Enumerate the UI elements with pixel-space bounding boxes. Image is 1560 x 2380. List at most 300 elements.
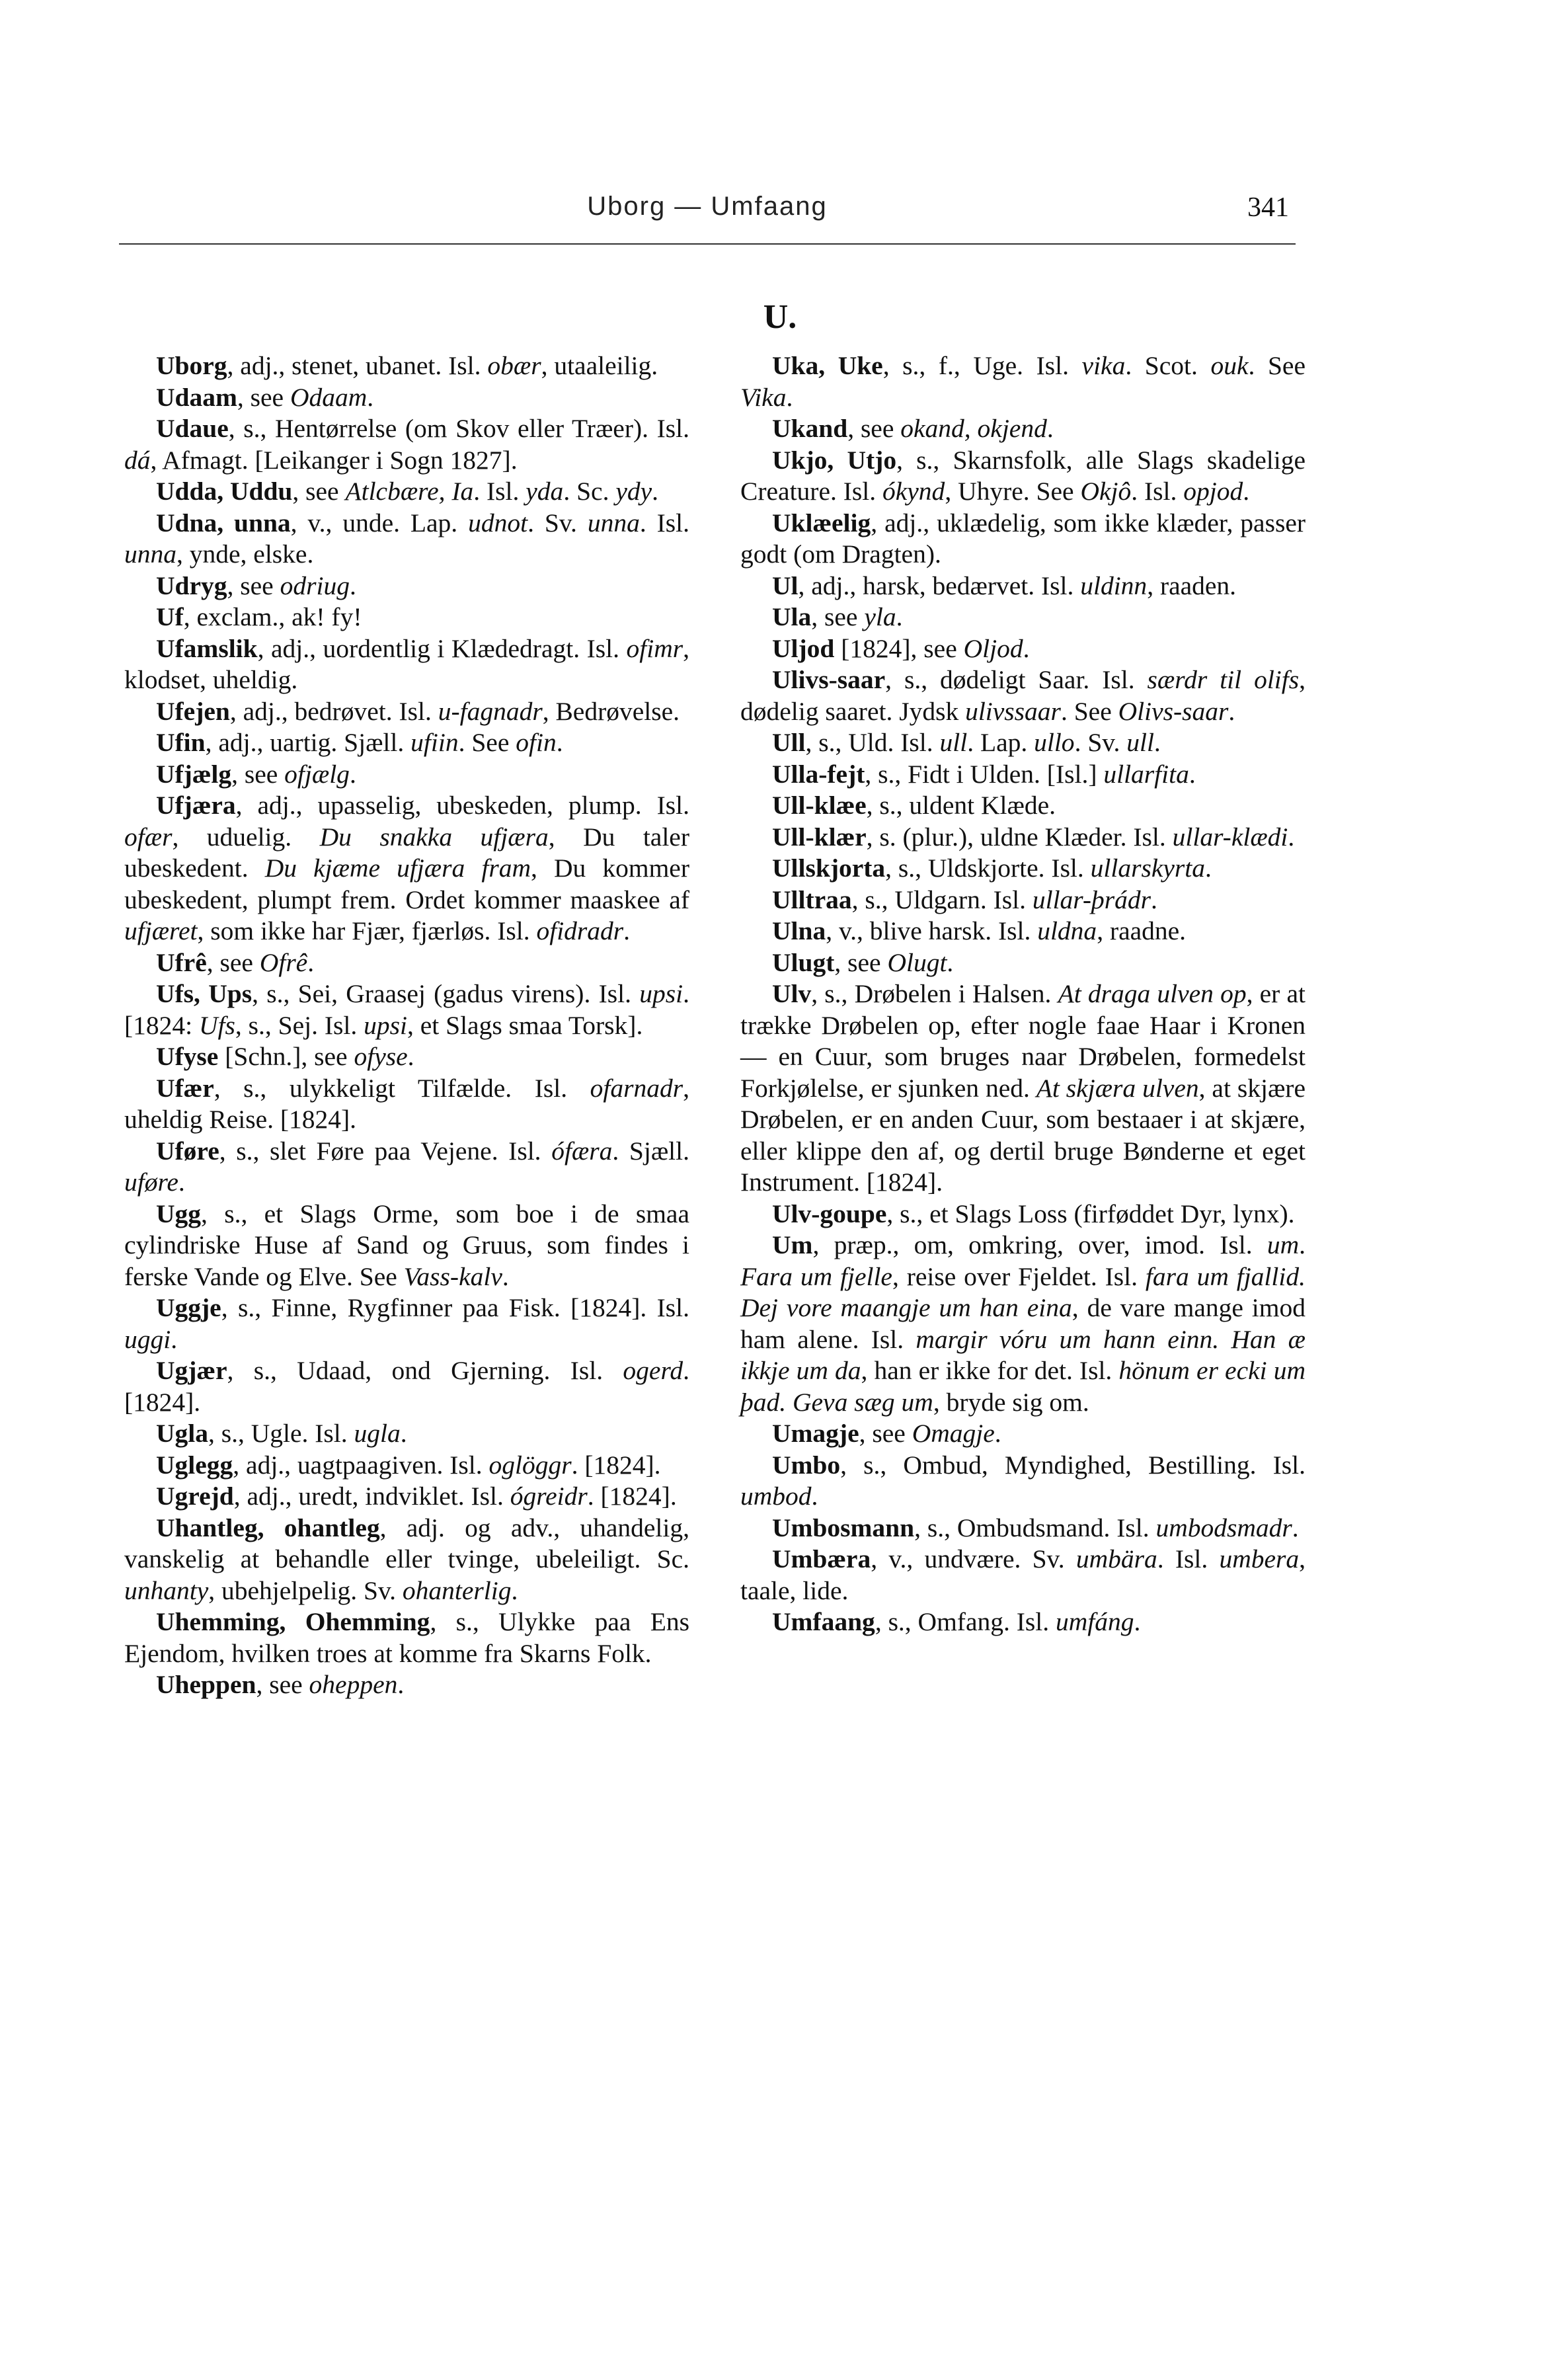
headword: Uklæelig bbox=[772, 508, 871, 537]
definition-text: , see bbox=[206, 947, 260, 977]
headword: Ull-klæe bbox=[772, 791, 867, 820]
dictionary-entry bbox=[124, 1041, 689, 1073]
definition-text: , som ikke har Fjær, fjærløs. Isl. bbox=[197, 916, 537, 945]
headword: Ufyse bbox=[156, 1042, 219, 1071]
headword: Udaue bbox=[156, 414, 229, 443]
definition-text: , uduelig. bbox=[172, 822, 320, 852]
headword: Ulla-fejt bbox=[772, 759, 865, 789]
italic-form: yda bbox=[526, 477, 564, 506]
headword: Ulna bbox=[772, 916, 826, 945]
italic-form: umbod bbox=[740, 1482, 812, 1511]
definition-text: , s., Ombudsmand. Isl. bbox=[914, 1513, 1156, 1542]
dictionary-entry bbox=[124, 790, 689, 947]
definition-text: , raadne. bbox=[1097, 916, 1187, 945]
italic-form: opjod bbox=[1183, 477, 1243, 506]
headword: Ukjo, Utjo bbox=[772, 445, 897, 475]
headword: Uka, Uke bbox=[772, 351, 883, 380]
definition-text: . bbox=[994, 1419, 1001, 1448]
dictionary-entry bbox=[740, 822, 1306, 853]
headword: Uggje bbox=[156, 1293, 221, 1322]
dictionary-entry bbox=[740, 916, 1306, 947]
definition-text: , adj., uordentlig i Klædedragt. Isl. bbox=[257, 633, 627, 663]
definition-text: , adj., upasselig, ubeskeden, plump. Isl. bbox=[235, 791, 689, 820]
italic-form: vika bbox=[1081, 351, 1126, 380]
definition-text: [1824], see bbox=[834, 633, 964, 663]
dictionary-entry bbox=[124, 1136, 689, 1199]
definition-text: , see bbox=[292, 477, 346, 506]
definition-text: . bbox=[178, 1168, 185, 1197]
dictionary-entry bbox=[740, 633, 1306, 665]
italic-form: ullarfita bbox=[1103, 759, 1189, 789]
definition-text: , s., Finne, Rygfinner paa Fisk. [1824]. Isl. bbox=[221, 1293, 689, 1322]
dictionary-entry bbox=[124, 350, 689, 382]
italic-form: fara um fjallid. Dej vore maangje um han eina bbox=[740, 1261, 1306, 1322]
italic-form: yla bbox=[864, 602, 896, 631]
dictionary-entry bbox=[124, 1355, 689, 1418]
definition-text: , præp., om, omkring, over, imod. Isl. bbox=[812, 1230, 1267, 1259]
dictionary-entry bbox=[124, 978, 689, 1041]
italic-form: Vika bbox=[740, 382, 787, 412]
italic-form: uldna bbox=[1037, 916, 1097, 945]
definition-text: , s., ulykkeligt Tilfælde. Isl. bbox=[214, 1073, 590, 1103]
definition-text: . See bbox=[1060, 696, 1118, 726]
definition-text: , et Slags smaa Torsk]. bbox=[407, 1010, 643, 1040]
definition-text: , adj., bedrøvet. Isl. bbox=[229, 696, 438, 726]
dictionary-entry bbox=[740, 1450, 1306, 1513]
headword: Umagje bbox=[772, 1419, 859, 1448]
italic-form: umbera bbox=[1219, 1544, 1300, 1573]
definition-text: , han er ikke for det. Isl. bbox=[861, 1356, 1119, 1385]
definition-text: , utaaleilig. bbox=[541, 351, 658, 380]
definition-text: . bbox=[1299, 1230, 1306, 1259]
italic-form: ofidradr bbox=[536, 916, 624, 945]
definition-text: . Sv. bbox=[1074, 728, 1127, 757]
dictionary-entry bbox=[740, 947, 1306, 979]
definition-text: , s., dødeligt Saar. Isl. bbox=[885, 665, 1148, 694]
italic-form: ugla bbox=[354, 1419, 401, 1448]
dictionary-entry bbox=[740, 445, 1306, 508]
italic-form: ókynd bbox=[882, 477, 945, 506]
definition-text: , de vare mange imod ham alene. Isl. bbox=[740, 1293, 1306, 1354]
italic-form: Ufs bbox=[199, 1010, 235, 1040]
definition-text: , s., Fidt i Ulden. [Isl.] bbox=[865, 759, 1104, 789]
italic-form: ofær bbox=[124, 822, 173, 852]
italic-form: oglöggr bbox=[488, 1450, 572, 1480]
dictionary-entry bbox=[124, 759, 689, 791]
headword: Ul bbox=[772, 571, 799, 600]
dictionary-entry bbox=[740, 664, 1306, 727]
definition-text: . bbox=[1151, 885, 1157, 914]
headword: Uljod bbox=[772, 633, 835, 663]
definition-text: , see bbox=[847, 414, 901, 443]
definition-text: . [1824]. bbox=[571, 1450, 661, 1480]
definition-text: . Sjæll. bbox=[612, 1136, 689, 1166]
italic-form: unna bbox=[587, 508, 640, 537]
definition-text: , s., Uld. Isl. bbox=[805, 728, 940, 757]
italic-form: Okjô bbox=[1080, 477, 1132, 506]
italic-form: Ofrê bbox=[259, 947, 308, 977]
italic-form: ydy bbox=[615, 477, 652, 506]
definition-text: . bbox=[1046, 414, 1054, 443]
dictionary-entry bbox=[124, 1199, 689, 1293]
definition-text: . [1824: bbox=[124, 979, 689, 1040]
dictionary-entry bbox=[740, 1544, 1306, 1606]
italic-form: umfáng bbox=[1056, 1607, 1134, 1636]
headword: Udaam bbox=[156, 382, 237, 412]
italic-form: umbodsmadr bbox=[1155, 1513, 1292, 1542]
definition-text: , s., Ugle. Isl. bbox=[208, 1419, 354, 1448]
page-number: 341 bbox=[1247, 192, 1289, 223]
headword: Ulltraa bbox=[772, 885, 852, 914]
italic-form: u-fagnadr bbox=[438, 696, 543, 726]
headword: Uføre bbox=[156, 1136, 219, 1166]
definition-text: . bbox=[811, 1482, 818, 1511]
headword: Uglegg bbox=[156, 1450, 233, 1480]
dictionary-entry bbox=[740, 571, 1306, 602]
italic-form: ofjælg bbox=[284, 759, 350, 789]
definition-text: . bbox=[556, 728, 563, 757]
definition-text: , er at trække Drøbelen op, efter nogle faae Haar i Kronen — en Cuur, som bruges naar Drøbelen, formedelst Forkjølelse, er sjunken ned. bbox=[740, 979, 1306, 1103]
headword: Udda, Uddu bbox=[156, 477, 293, 506]
dictionary-entry bbox=[124, 696, 689, 728]
definition-text: , see bbox=[227, 571, 280, 600]
dictionary-entry bbox=[740, 885, 1306, 916]
definition-text: , see bbox=[834, 947, 888, 977]
dictionary-entry bbox=[124, 508, 689, 571]
definition-text: , s., et Slags Orme, som boe i de smaa cylindriske Huse af Sand og Gruus, som findes i ferske Vande og Elve. See bbox=[124, 1199, 689, 1291]
headword: Ufjæra bbox=[156, 791, 236, 820]
italic-form: ullar-klædi bbox=[1172, 822, 1288, 852]
italic-form: Du snakka ufjæra bbox=[319, 822, 549, 852]
dictionary-entry bbox=[124, 1606, 689, 1669]
headword: Umbosmann bbox=[772, 1513, 915, 1542]
dictionary-entry bbox=[124, 1073, 689, 1136]
italic-form: ógreidr bbox=[510, 1482, 588, 1511]
dictionary-entry bbox=[740, 602, 1306, 633]
definition-text: , adj., uartig. Sjæll. bbox=[205, 728, 411, 757]
headword: Ulv bbox=[772, 979, 812, 1008]
headword: Ukand bbox=[772, 414, 848, 443]
italic-form: ull bbox=[939, 728, 968, 757]
definition-text: , s., Uldgarn. Isl. bbox=[851, 885, 1033, 914]
definition-text: , Uhyre. See bbox=[945, 477, 1081, 506]
headword: Um bbox=[772, 1230, 813, 1259]
headword: Ugjær bbox=[156, 1356, 227, 1385]
definition-text: , s., uldent Klæde. bbox=[866, 791, 1056, 820]
definition-text: . [1824]. bbox=[587, 1482, 677, 1511]
definition-text: , adj., uredt, indviklet. Isl. bbox=[233, 1482, 510, 1511]
definition-text: , adj., stenet, ubanet. Isl. bbox=[227, 351, 488, 380]
definition-text: . bbox=[349, 759, 356, 789]
italic-form: upsi bbox=[639, 979, 683, 1008]
dictionary-entry bbox=[124, 413, 689, 476]
definition-text: . bbox=[1189, 759, 1196, 789]
definition-text: . bbox=[1243, 477, 1250, 506]
headword: Ugla bbox=[156, 1419, 208, 1448]
italic-form: oheppen bbox=[309, 1670, 398, 1699]
headword: Umbæra bbox=[772, 1544, 871, 1573]
definition-text: , dødelig saaret. Jydsk bbox=[740, 665, 1306, 726]
italic-form: ullar-þrádr bbox=[1032, 885, 1151, 914]
definition-text: . Isl. bbox=[1157, 1544, 1220, 1573]
definition-text: . Sc. bbox=[563, 477, 616, 506]
italic-form: upsi bbox=[364, 1010, 407, 1040]
definition-text: , taale, lide. bbox=[740, 1544, 1306, 1605]
header-rule bbox=[119, 243, 1296, 245]
definition-text: [Schn.], see bbox=[218, 1042, 354, 1071]
definition-text: , at skjære Drøbelen, er en anden Cuur, som bestaaer i at skjære, eller klippe den af, og dertil bruge Bønderne et eget Instrument. [1824]. bbox=[740, 1073, 1306, 1197]
right-column bbox=[740, 350, 1306, 1638]
italic-form: Oljod bbox=[963, 633, 1023, 663]
italic-form: ofin bbox=[516, 728, 557, 757]
definition-text: . bbox=[397, 1670, 405, 1699]
definition-text: . bbox=[1153, 728, 1161, 757]
headword: Ulv-goupe bbox=[772, 1199, 887, 1228]
definition-text: , s., Ombud, Myndighed, Bestilling. Isl. bbox=[840, 1450, 1306, 1480]
dictionary-entry bbox=[740, 1418, 1306, 1450]
headword: Umfaang bbox=[772, 1607, 875, 1636]
definition-text: . bbox=[1228, 696, 1235, 726]
italic-form: ufiin bbox=[410, 728, 459, 757]
dictionary-entry bbox=[124, 602, 689, 633]
definition-text: , s., Sej. Isl. bbox=[235, 1010, 364, 1040]
italic-form: umbära bbox=[1075, 1544, 1157, 1573]
definition-text: , see bbox=[231, 759, 285, 789]
dictionary-entry bbox=[124, 1418, 689, 1450]
headword: Ufs, Ups bbox=[156, 979, 253, 1008]
italic-form: Vass-kalv bbox=[403, 1261, 502, 1291]
italic-form: hönum er ecki um þad. Geva sæg um bbox=[740, 1356, 1306, 1417]
dictionary-entry bbox=[740, 1199, 1306, 1230]
definition-text: . bbox=[786, 382, 793, 412]
headword: Udryg bbox=[156, 571, 227, 600]
italic-form: ullarskyrta bbox=[1090, 853, 1206, 883]
definition-text: . bbox=[652, 477, 659, 506]
headword: Uf bbox=[156, 602, 184, 631]
definition-text: . bbox=[1205, 853, 1212, 883]
definition-text: . bbox=[367, 382, 374, 412]
italic-form: ulivssaar bbox=[965, 696, 1061, 726]
italic-form: ofyse bbox=[354, 1042, 408, 1071]
headword: Ufejen bbox=[156, 696, 230, 726]
dictionary-entry bbox=[124, 1292, 689, 1355]
italic-form: uføre bbox=[124, 1168, 178, 1197]
definition-text: . See bbox=[458, 728, 516, 757]
definition-text: . bbox=[623, 916, 631, 945]
italic-form: ohanterlig bbox=[402, 1575, 512, 1605]
headword: Uborg bbox=[156, 351, 227, 380]
dictionary-entry bbox=[740, 853, 1306, 885]
definition-text: , klodset, uheldig. bbox=[124, 633, 689, 694]
headword: Ugrejd bbox=[156, 1482, 234, 1511]
headword: Umbo bbox=[772, 1450, 841, 1480]
dictionary-entry bbox=[124, 571, 689, 602]
definition-text: , uheldig Reise. [1824]. bbox=[124, 1073, 689, 1134]
headword: Uhemming, Ohemming bbox=[156, 1607, 430, 1636]
italic-form: ofimr bbox=[626, 633, 683, 663]
italic-form: uggi bbox=[124, 1324, 171, 1354]
definition-text: . Isl. bbox=[1131, 477, 1184, 506]
italic-form: Olugt bbox=[887, 947, 947, 977]
dictionary-entry bbox=[124, 947, 689, 979]
page-header bbox=[119, 192, 1296, 238]
dictionary-entry bbox=[124, 727, 689, 759]
italic-form: odriug bbox=[280, 571, 350, 600]
definition-text: , s., et Slags Loss (firføddet Dyr, lynx). bbox=[886, 1199, 1295, 1228]
dictionary-entry bbox=[740, 978, 1306, 1199]
headword: Ugg bbox=[156, 1199, 202, 1228]
definition-text: . [1824]. bbox=[124, 1356, 689, 1417]
dictionary-entry bbox=[124, 476, 689, 508]
italic-form: Odaam bbox=[290, 382, 368, 412]
italic-form: okand, okjend bbox=[900, 414, 1047, 443]
italic-form: ouk bbox=[1210, 351, 1249, 380]
definition-text: , s., slet Føre paa Vejene. Isl. bbox=[219, 1136, 552, 1166]
definition-text: , adj., uklædelig, som ikke klæder, passer godt (om Dragten). bbox=[740, 508, 1306, 569]
italic-form: At draga ulven op bbox=[1058, 979, 1247, 1008]
headword: Ufjælg bbox=[156, 759, 232, 789]
italic-form: Olivs-saar bbox=[1118, 696, 1229, 726]
definition-text: , adj. og adv., uhandelig, vanskelig at behandle eller tvinge, ubeleiligt. Sc. bbox=[124, 1513, 689, 1573]
italic-form: um bbox=[1267, 1230, 1300, 1259]
italic-form: margir vóru um hann einn. Han æ ikkje um da bbox=[740, 1324, 1306, 1385]
left-column bbox=[124, 350, 689, 1701]
definition-text: . bbox=[407, 1042, 414, 1071]
definition-text: , reise over Fjeldet. Isl. bbox=[892, 1261, 1146, 1291]
dictionary-entry bbox=[740, 413, 1306, 445]
definition-text: , s., Uldskjorte. Isl. bbox=[885, 853, 1091, 883]
headword: Ullskjorta bbox=[772, 853, 886, 883]
definition-text: , s., Skarnsfolk, alle Slags skadelige Creature. Isl. bbox=[740, 445, 1306, 506]
definition-text: , Du kommer ubeskedent, plumpt frem. Ordet kommer maaskee af bbox=[124, 853, 689, 914]
definition-text: , see bbox=[859, 1419, 912, 1448]
definition-text: . bbox=[511, 1575, 518, 1605]
italic-form: obær bbox=[487, 351, 541, 380]
definition-text: , Afmagt. [Leikanger i Sogn 1827]. bbox=[150, 445, 518, 475]
definition-text: , s., Drøbelen i Halsen. bbox=[811, 979, 1058, 1008]
dictionary-entry bbox=[740, 790, 1306, 822]
italic-form: Omagje bbox=[912, 1419, 995, 1448]
headword: Ula bbox=[772, 602, 812, 631]
dictionary-entry bbox=[740, 1230, 1306, 1418]
section-letter: U. bbox=[763, 298, 797, 336]
running-head: Uborg — Umfaang bbox=[587, 192, 828, 221]
dictionary-entry bbox=[124, 382, 689, 414]
definition-text: . bbox=[1134, 1607, 1141, 1636]
definition-text: , see bbox=[237, 382, 290, 412]
headword: Ufær bbox=[156, 1073, 214, 1103]
italic-form: ufjæret bbox=[124, 916, 198, 945]
headword: Ull bbox=[772, 728, 806, 757]
definition-text: . Isl. bbox=[639, 508, 690, 537]
definition-text: . bbox=[171, 1324, 178, 1354]
headword: Ufrê bbox=[156, 947, 207, 977]
italic-form: ull bbox=[1126, 728, 1154, 757]
definition-text: , s., Hentørrelse (om Skov eller Træer). Isl. bbox=[228, 414, 689, 443]
definition-text: , adj., uagtpaagiven. Isl. bbox=[233, 1450, 489, 1480]
definition-text: , s. (plur.), uldne Klæder. Isl. bbox=[866, 822, 1173, 852]
dictionary-entry bbox=[740, 1606, 1306, 1638]
definition-text: , Du taler ubeskedent. bbox=[124, 822, 689, 883]
italic-form: Du kjæme ufjæra fram bbox=[264, 853, 531, 883]
headword: Ull-klær bbox=[772, 822, 867, 852]
definition-text: , s., Sei, Graasej (gadus virens). Isl. bbox=[252, 979, 640, 1008]
headword: Ulugt bbox=[772, 947, 835, 977]
definition-text: . bbox=[896, 602, 903, 631]
italic-form: Atlcbære, Ia bbox=[345, 477, 474, 506]
definition-text: , raaden. bbox=[1147, 571, 1237, 600]
definition-text: , ynde, elske. bbox=[176, 539, 314, 569]
dictionary-entry bbox=[740, 1513, 1306, 1544]
definition-text: . Isl. bbox=[473, 477, 526, 506]
dictionary-entry bbox=[740, 727, 1306, 759]
definition-text: , see bbox=[256, 1670, 309, 1699]
italic-form: Fara um fjelle bbox=[740, 1261, 892, 1291]
definition-text: . See bbox=[1248, 351, 1306, 380]
italic-form: ogerd bbox=[623, 1356, 683, 1385]
dictionary-entry bbox=[124, 1669, 689, 1701]
definition-text: . Sv. bbox=[527, 508, 588, 537]
definition-text: , v., unde. Lap. bbox=[290, 508, 469, 537]
italic-form: unhanty bbox=[124, 1575, 209, 1605]
definition-text: . Scot. bbox=[1125, 351, 1211, 380]
dictionary-entry bbox=[740, 508, 1306, 571]
italic-form: ofarnadr bbox=[590, 1073, 683, 1103]
dictionary-entry bbox=[124, 1481, 689, 1513]
definition-text: , exclam., ak! fy! bbox=[183, 602, 362, 631]
italic-form: særdr til olifs bbox=[1147, 665, 1300, 694]
definition-text: . bbox=[947, 947, 954, 977]
definition-text: . Lap. bbox=[967, 728, 1034, 757]
dictionary-entry bbox=[124, 1450, 689, 1482]
headword: Udna, unna bbox=[156, 508, 291, 537]
definition-text: , s., Udaad, ond Gjerning. Isl. bbox=[227, 1356, 623, 1385]
definition-text: , see bbox=[811, 602, 865, 631]
definition-text: , adj., harsk, bedærvet. Isl. bbox=[798, 571, 1081, 600]
headword: Uheppen bbox=[156, 1670, 256, 1699]
italic-form: udnot bbox=[468, 508, 528, 537]
italic-form: unna bbox=[124, 539, 176, 569]
definition-text: . bbox=[1288, 822, 1295, 852]
italic-form: ullo bbox=[1034, 728, 1075, 757]
definition-text: , ubehjelpelig. Sv. bbox=[208, 1575, 403, 1605]
headword: Ufin bbox=[156, 728, 206, 757]
headword: Ulivs-saar bbox=[772, 665, 886, 694]
headword: Uhantleg, ohantleg bbox=[156, 1513, 380, 1542]
definition-text: , s., Omfang. Isl. bbox=[875, 1607, 1056, 1636]
italic-form: ófæra bbox=[551, 1136, 613, 1166]
italic-form: At skjæra ulven bbox=[1036, 1073, 1199, 1103]
definition-text: , s., Ulykke paa Ens Ejendom, hvilken troes at komme fra Skarns Folk. bbox=[124, 1607, 690, 1668]
definition-text: , v., blive harsk. Isl. bbox=[826, 916, 1038, 945]
definition-text: , Bedrøvelse. bbox=[542, 696, 680, 726]
italic-form: uldinn bbox=[1080, 571, 1148, 600]
definition-text: . bbox=[400, 1419, 407, 1448]
italic-form: dá bbox=[124, 445, 151, 475]
definition-text: , v., undvære. Sv. bbox=[871, 1544, 1076, 1573]
dictionary-entry bbox=[740, 350, 1306, 413]
definition-text: . bbox=[307, 947, 315, 977]
definition-text: , s., f., Uge. Isl. bbox=[882, 351, 1082, 380]
definition-text: . bbox=[1023, 633, 1030, 663]
dictionary-entry bbox=[740, 759, 1306, 791]
dictionary-entry bbox=[124, 633, 689, 696]
definition-text: . bbox=[502, 1261, 509, 1291]
definition-text: . bbox=[349, 571, 356, 600]
definition-text: , bryde sig om. bbox=[933, 1387, 1089, 1417]
headword: Ufamslik bbox=[156, 633, 258, 663]
dictionary-entry bbox=[124, 1513, 689, 1607]
